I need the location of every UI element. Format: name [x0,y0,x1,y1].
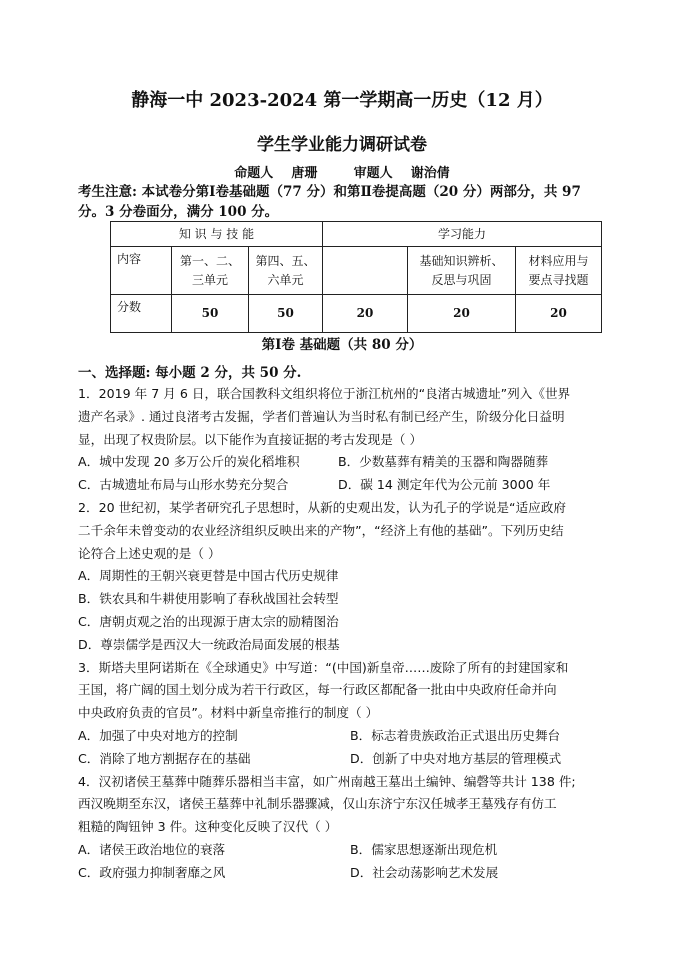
option-row [78,474,606,497]
question-stem-line: 论符合上述史观的是（ ） [78,545,221,561]
score-table-content-row [111,247,602,295]
exam-subtitle: 学生学业能力调研试卷 [257,135,427,155]
question-stem-line: 显，出现了权贵阶层。以下能作为直接证据的考古发现是（ ） [78,431,423,447]
score-cell: 50 [249,295,323,333]
option-d: D．尊崇儒学是西汉大一统政治局面发展的根基 [78,636,340,652]
option-b: B．标志着贵族政治正式退出历史舞台 [350,727,561,743]
option-a: A．城中发现 20 多万公斤的炭化稻堆积 [78,454,300,470]
question-3 [78,657,606,771]
score-cell: 20 [408,295,516,333]
col-blank [323,247,408,295]
option-c: C．古城遗址布局与山形水势充分契合 [78,477,289,493]
col1-line1: 第一、二、 [179,253,240,268]
col5-line1: 材料应用与 [528,253,589,268]
col-material-application [516,247,602,295]
col-unit-1-3 [172,247,249,295]
question-stem-line: 二千余年未曾变动的农业经济组织反映出来的产物”，“经济上有他的基础”。下列历史结 [78,522,564,538]
option-b: B．少数墓葬有精美的玉器和陶器随葬 [338,454,549,470]
option-a: A．周期性的王朝兴衰更替是中国古代历史规律 [78,568,339,584]
col4-line1: 基础知识辨析、 [419,253,504,268]
question-stem-line: 遗产名录》. 通过良渚考古发掘，学者们普遍认为当时私有制已经产生，阶级分化日益明 [78,408,565,424]
option-c: C．消除了地方割据存在的基础 [78,750,251,766]
col5-line2: 要点寻找题 [528,272,589,287]
question-list [78,383,606,885]
question-stem-line: 西汉晚期至东汉，诸侯王墓葬中礼制乐器骤减，仅山东济宁东汉任城孝王墓残存有仿工 [78,796,557,812]
question-stem-line: 中央政府负责的官员”。材料中新皇帝推行的制度（ ） [78,705,379,721]
col-basic-knowledge [408,247,516,295]
option-row [78,839,606,862]
score-cell: 20 [323,295,408,333]
option-c: C．政府强力抑制奢靡之风 [78,864,226,880]
col2-line2: 六单元 [267,272,304,287]
option-a: A．加强了中央对地方的控制 [78,727,238,743]
option-d: D．创新了中央对地方基层的管理模式 [350,750,562,766]
question-2 [78,497,606,657]
score-table-score-row [111,295,602,333]
question-stem-line: 1．2019 年 7 月 6 日，联合国教科文组织将位于浙江杭州的“良渚古城遗址”列入《世界 [78,386,571,401]
col-unit-4-6 [249,247,323,295]
score-cell: 20 [516,295,602,333]
group-ability: 学习能力 [323,222,602,247]
score-table-header-row [111,222,602,247]
question-stem-line: 4．汉初诸侯王墓葬中随葬乐器相当丰富，如广州南越王墓出土编钟、编磬等共计 138 件; [78,773,576,789]
question-stem-line: 王国，将广阔的国土划分成为若干行政区，每一行政区都配备一批由中央政府任命并向 [78,682,557,698]
option-a: A．诸侯王政治地位的衰落 [78,841,226,857]
question-4 [78,771,606,885]
group-knowledge: 知 识 与 技 能 [111,222,323,247]
score-table [110,221,602,333]
col1-line2: 三单元 [191,272,228,287]
option-b: B．儒家思想逐渐出现危机 [350,841,498,857]
exam-title: 静海一中 2023-2024 第一学期高一历史（12 月） [131,90,553,111]
section1-title: 一、选择题: 每小题 2 分，共 50 分. [78,365,302,381]
question-stem-line: 2．20 世纪初，某学者研究孔子思想时，从新的史观出发，认为孔子的学说是“适应政府 [78,499,566,515]
row-label-content: 内容 [111,247,172,295]
option-b: B．铁农具和牛耕使用影响了春秋战国社会转型 [78,591,339,607]
option-row [78,725,606,748]
question-stem-line: 粗糙的陶钮钟 3 件。这种变化反映了汉代（ ） [78,819,338,835]
option-row [78,862,606,885]
row-label-score: 分数 [111,295,172,333]
option-row [78,748,606,771]
option-row [78,451,606,474]
part1-title: 第Ⅰ卷 基础题（共 80 分） [261,337,423,353]
question-stem-line: 3．斯塔夫里阿诺斯在《全球通史》中写道：“(中国)新皇帝……废除了所有的封建国家和 [78,659,569,675]
option-c: C．唐朝贞观之治的出现源于唐太宗的励精图治 [78,613,339,629]
score-cell: 50 [172,295,249,333]
option-d: D．碳 14 测定年代为公元前 3000 年 [338,477,551,493]
exam-notice: 考生注意: 本试卷分第Ⅰ卷基础题（77 分）和第Ⅱ卷提高题（20 分）两部分，共 97 分。3 分卷面分，满分 100 分。 [78,184,581,220]
col2-line1: 第四、五、 [255,253,316,268]
col4-line2: 反思与巩固 [431,272,492,287]
option-d: D．社会动荡影响艺术发展 [350,864,499,880]
question-1 [78,383,606,497]
authors-line: 命题人 唐珊 审题人 谢治倩 [234,166,450,181]
